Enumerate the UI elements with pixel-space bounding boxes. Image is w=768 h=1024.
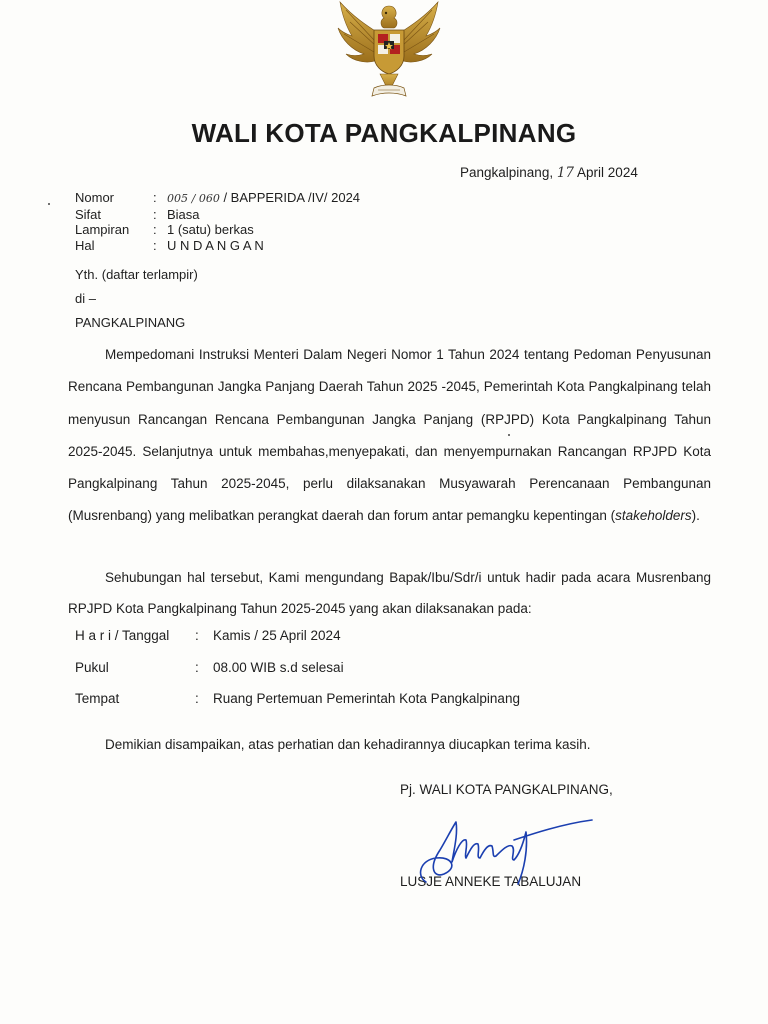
signatory-title: Pj. WALI KOTA PANGKALPINANG, [400,782,613,797]
colon: : [195,660,199,675]
nomor-rest: / BAPPERIDA /IV/ 2024 [223,190,361,205]
detail-value: 08.00 WIB s.d selesai [213,660,344,675]
colon: : [153,222,157,237]
letterhead-title: WALI KOTA PANGKALPINANG [191,118,577,148]
signatory-name: LUSJE ANNEKE TABALUJAN [400,874,582,889]
colon: : [153,190,157,205]
hal-label: Hal [75,237,95,253]
scan-speck [508,434,510,436]
detail-row-time [75,660,344,675]
lampiran-label: Lampiran [75,222,130,237]
recipient-city: PANGKALPINANG [75,315,186,330]
nomor-value [167,190,360,207]
colon: : [195,691,199,706]
sifat-label: Sifat [75,206,102,222]
detail-row-date [75,628,341,643]
garuda-emblem-icon [334,0,444,102]
sifat-value: Biasa [167,206,200,222]
colon: : [195,628,199,643]
recipient-yth: Yth. (daftar terlampir) [75,267,198,282]
nomor-label: Nomor [75,190,115,205]
detail-value: Kamis / 25 April 2024 [213,628,341,643]
closing-sentence: Demikian disampaikan, atas perhatian dan kehadirannya diucapkan terima kasih. [105,737,591,752]
scan-speck [48,203,50,205]
handwritten-day: 17 [556,165,575,181]
place: Pangkalpinang, [460,165,554,180]
p1-end: ). [691,508,700,524]
body-paragraph-2: Sehubungan hal tersebut, Kami mengundang Bapak/Ibu/Sdr/i untuk hadir pada acara Musrenbang RPJPD Kota Pangkalpinang Tahun 2025-2045 yang akan dilaksanakan pada: [68,570,711,616]
nomor-handwritten-2: / 060 [191,192,220,205]
handwritten-signature-icon [412,810,602,885]
meta-row-sifat [75,207,360,223]
detail-label: Pukul [75,660,109,675]
meta-row-lampiran [75,222,360,238]
place-date [460,165,638,181]
nomor-handwritten-1: 005 [167,192,188,205]
meta-row-hal [75,238,360,254]
meta-row-nomor [75,190,360,207]
colon: : [153,206,157,222]
detail-row-place [75,691,520,706]
detail-label: Tempat [75,691,120,706]
colon: : [153,237,157,253]
lampiran-value: 1 (satu) berkas [167,222,254,237]
recipient-di: di – [75,291,96,306]
hal-value: U N D A N G A N [167,237,264,253]
detail-value: Ruang Pertemuan Pemerintah Kota Pangkalpinang [213,691,520,706]
p1-italic: stakeholders [615,508,692,524]
letter-meta [75,190,360,253]
detail-label: H a r i / Tanggal [75,628,170,643]
month-year: April 2024 [577,165,638,180]
p1-text: Mempedomani Instruksi Menteri Dalam Negeri Nomor 1 Tahun 2024 tentang Pedoman Penyusunan Rencana Pembangunan Jangka Panjang Daerah Tahun 2025 -2045, Pemerintah Kota Pangkalpinang telah menyusun Rancangan Rencana Pembangunan Jangka Panjang (RPJPD) Kota Pangkalpinang Tahun 2025-2045. Selanjutnya untuk membahas,menyepakati, dan menyempurnakan Rancangan RPJPD Kota Pangkalpinang Tahun 2025-2045, perlu dilaksanakan Musyawarah Perencanaan Pembangunan (Musrenbang) yang melibatkan perangkat daerah dan forum antar pemangku kepentingan ( [68,347,711,524]
body-paragraph-1 [68,339,711,533]
